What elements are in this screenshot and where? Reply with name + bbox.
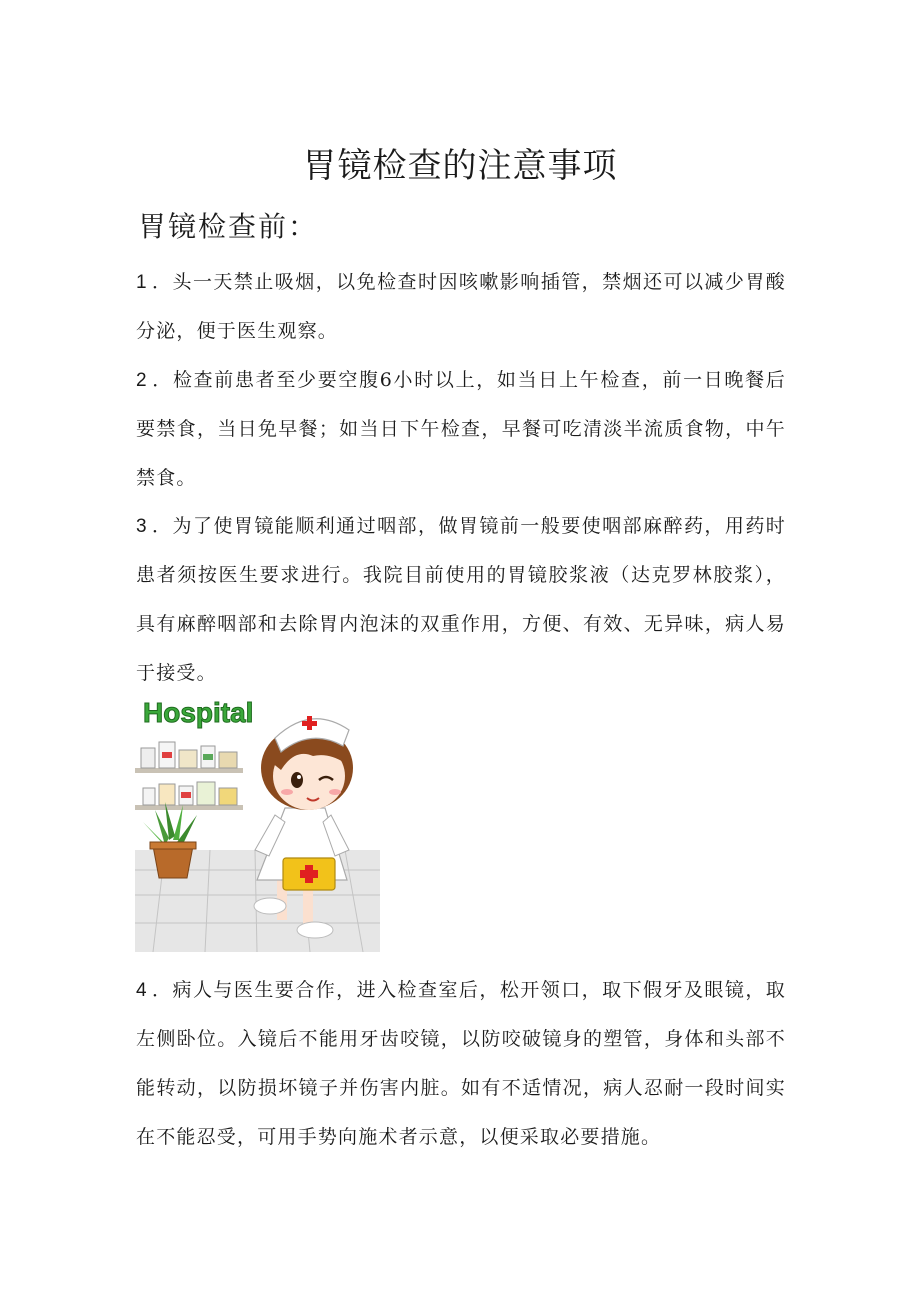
item-number: 2 bbox=[136, 370, 148, 391]
item-text: ．头一天禁止吸烟，以免检查时因咳嗽影响插管，禁烟还可以减少胃酸分泌，便于医生观察。 bbox=[136, 271, 786, 342]
list-item bbox=[136, 966, 786, 1162]
list-item bbox=[136, 258, 786, 356]
item-number: 1 bbox=[136, 272, 148, 293]
item-number: 3 bbox=[136, 516, 148, 537]
list-item bbox=[136, 356, 786, 503]
item-text: ．检查前患者至少要空腹6小时以上，如当日上午检查，前一日晚餐后要禁食，当日免早餐；如当日下午检查，早餐可吃清淡半流质食物，中午禁食。 bbox=[136, 369, 786, 489]
document-title: 胃镜检查的注意事项 bbox=[302, 146, 618, 186]
list-item bbox=[136, 502, 786, 698]
hospital-sign-text: Hospital bbox=[143, 697, 254, 728]
item-number: 4 bbox=[136, 980, 148, 1001]
section-heading: 胃镜检查前： bbox=[138, 210, 319, 243]
nurse-illustration bbox=[135, 690, 380, 952]
item-text: ．病人与医生要合作，进入检查室后，松开领口，取下假牙及眼镜，取左侧卧位。入镜后不能用牙齿咬镜，以防咬破镜身的塑管，身体和头部不能转动，以防损坏镜子并伤害内脏。如有不适情况，病人忍耐一段时间实在不能忍受，可用手势向施术者示意，以便采取必要措施。 bbox=[136, 979, 786, 1148]
item-text: ．为了使胃镜能顺利通过咽部，做胃镜前一般要使咽部麻醉药，用药时患者须按医生要求进行。我院目前使用的胃镜胶浆液（达克罗林胶浆），具有麻醉咽部和去除胃内泡沫的双重作用，方便、有效、无异味，病人易于接受。 bbox=[136, 515, 786, 684]
